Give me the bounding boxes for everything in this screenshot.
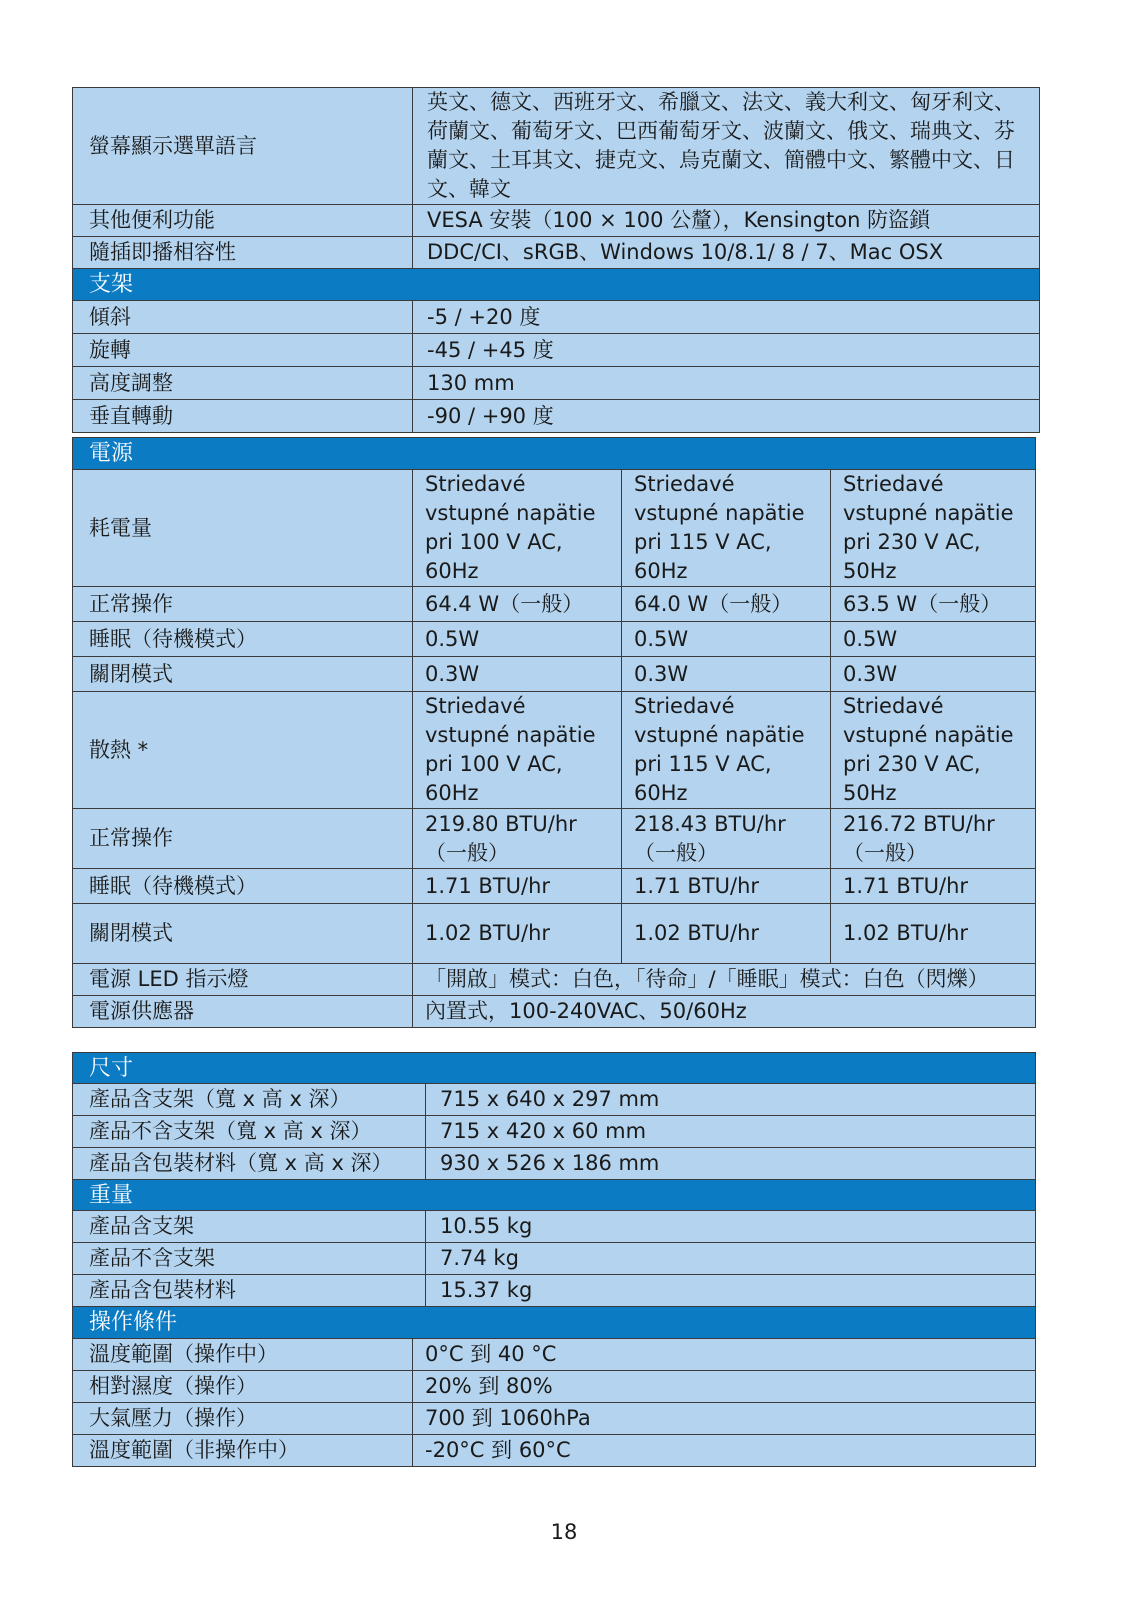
table-row — [73, 587, 1036, 622]
row-value: 英文、德文、西班牙文、希臘文、法文、義大利文、匈牙利文、荷蘭文、葡萄牙文、巴西葡萄牙文、波蘭文、俄文、瑞典文、芬蘭文、土耳其文、捷克文、烏克蘭文、簡體中文、繁體中文、日文、韓文 — [413, 88, 1040, 205]
column-heading: Striedavé vstupné napätie pri 230 V AC, 50Hz — [831, 470, 1036, 587]
table-row — [73, 869, 1036, 904]
spec-table-general — [72, 87, 1040, 433]
row-value: -45 / +45 度 — [413, 334, 1040, 367]
row-value: 15.37 kg — [426, 1275, 1036, 1307]
row-label: 睡眠（待機模式） — [73, 869, 413, 904]
row-value: 7.74 kg — [426, 1243, 1036, 1275]
row-value: 20% 到 80% — [413, 1371, 1036, 1403]
row-label: 溫度範圍（操作中） — [73, 1339, 413, 1371]
row-label: 隨插即播相容性 — [73, 237, 413, 269]
table-row — [73, 1084, 1036, 1116]
section-header-dimension — [73, 1053, 1036, 1084]
cell-value: 63.5 W（一般） — [831, 587, 1036, 622]
cell-value: 219.80 BTU/hr（一般） — [413, 809, 622, 869]
cell-value: 0.3W — [622, 657, 831, 692]
cell-value: 1.02 BTU/hr — [413, 904, 622, 964]
table-row — [73, 88, 1040, 205]
row-label: 正常操作 — [73, 809, 413, 869]
table-row — [73, 996, 1036, 1028]
cell-value: 0.3W — [413, 657, 622, 692]
row-label: 產品含支架 — [73, 1211, 426, 1243]
row-label: 關閉模式 — [73, 657, 413, 692]
table-row — [73, 1211, 1036, 1243]
section-title: 支架 — [73, 269, 1040, 301]
row-value: 內置式，100-240VAC、50/60Hz — [413, 996, 1036, 1028]
table-row — [73, 622, 1036, 657]
table-row — [73, 964, 1036, 996]
row-value: 715 x 420 x 60 mm — [426, 1116, 1036, 1148]
row-label: 電源供應器 — [73, 996, 413, 1028]
row-label: 大氣壓力（操作） — [73, 1403, 413, 1435]
row-label: 睡眠（待機模式） — [73, 622, 413, 657]
column-heading: Striedavé vstupné napätie pri 115 V AC, 60Hz — [622, 470, 831, 587]
row-label: 高度調整 — [73, 367, 413, 400]
row-label: 電源 LED 指示燈 — [73, 964, 413, 996]
cell-value: 0.5W — [622, 622, 831, 657]
cell-value: 0.5W — [413, 622, 622, 657]
row-label: 關閉模式 — [73, 904, 413, 964]
cell-value: 216.72 BTU/hr（一般） — [831, 809, 1036, 869]
cell-value: 1.02 BTU/hr — [622, 904, 831, 964]
spec-table-power — [72, 437, 1036, 1028]
row-value: 「開啟」模式：白色，「待命」/「睡眠」模式：白色（閃爍） — [413, 964, 1036, 996]
table-row — [73, 470, 1036, 587]
table-row — [73, 1371, 1036, 1403]
row-value: 130 mm — [413, 367, 1040, 400]
table-row — [73, 1339, 1036, 1371]
row-label: 散熱 * — [73, 692, 413, 809]
row-label: 旋轉 — [73, 334, 413, 367]
spec-table-operating — [72, 1306, 1036, 1467]
section-header-power — [73, 438, 1036, 470]
row-label: 產品不含支架（寬 x 高 x 深） — [73, 1116, 426, 1148]
table-row — [73, 1435, 1036, 1467]
table-row — [73, 205, 1040, 237]
table-row — [73, 400, 1040, 433]
row-value: DDC/CI、sRGB、Windows 10/8.1/ 8 / 7、Mac OSX — [413, 237, 1040, 269]
table-row — [73, 809, 1036, 869]
table-row — [73, 1275, 1036, 1307]
row-label: 產品含包裝材料（寬 x 高 x 深） — [73, 1148, 426, 1180]
table-row — [73, 334, 1040, 367]
table-row — [73, 1243, 1036, 1275]
table-row — [73, 301, 1040, 334]
cell-value: 0.3W — [831, 657, 1036, 692]
section-title: 電源 — [73, 438, 1036, 470]
section-title: 重量 — [73, 1180, 1036, 1211]
cell-value: 64.0 W（一般） — [622, 587, 831, 622]
row-label: 產品不含支架 — [73, 1243, 426, 1275]
row-label: 溫度範圍（非操作中） — [73, 1435, 413, 1467]
cell-value: 0.5W — [831, 622, 1036, 657]
page-number: 18 — [550, 1520, 578, 1544]
cell-value: 1.71 BTU/hr — [622, 869, 831, 904]
column-heading: Striedavé vstupné napätie pri 115 V AC, 60Hz — [622, 692, 831, 809]
table-row — [73, 367, 1040, 400]
row-label: 垂直轉動 — [73, 400, 413, 433]
section-title: 尺寸 — [73, 1053, 1036, 1084]
row-label: 正常操作 — [73, 587, 413, 622]
row-label: 耗電量 — [73, 470, 413, 587]
row-label: 產品含包裝材料 — [73, 1275, 426, 1307]
row-value: -90 / +90 度 — [413, 400, 1040, 433]
row-value: 715 x 640 x 297 mm — [426, 1084, 1036, 1116]
spec-table-dimension — [72, 1052, 1036, 1307]
row-value: VESA 安裝（100 × 100 公釐），Kensington 防盜鎖 — [413, 205, 1040, 237]
section-header-operating — [73, 1307, 1036, 1339]
row-value: 0°C 到 40 °C — [413, 1339, 1036, 1371]
cell-value: 64.4 W（一般） — [413, 587, 622, 622]
table-row — [73, 692, 1036, 809]
column-heading: Striedavé vstupné napätie pri 230 V AC, 50Hz — [831, 692, 1036, 809]
section-title: 操作條件 — [73, 1307, 1036, 1339]
row-label: 傾斜 — [73, 301, 413, 334]
row-value: -5 / +20 度 — [413, 301, 1040, 334]
table-row — [73, 1403, 1036, 1435]
column-heading: Striedavé vstupné napätie pri 100 V AC, 60Hz — [413, 692, 622, 809]
table-row — [73, 657, 1036, 692]
cell-value: 218.43 BTU/hr（一般） — [622, 809, 831, 869]
table-row — [73, 1148, 1036, 1180]
row-label: 相對濕度（操作） — [73, 1371, 413, 1403]
table-row — [73, 904, 1036, 964]
row-value: 700 到 1060hPa — [413, 1403, 1036, 1435]
row-label: 產品含支架（寬 x 高 x 深） — [73, 1084, 426, 1116]
cell-value: 1.71 BTU/hr — [413, 869, 622, 904]
column-heading: Striedavé vstupné napätie pri 100 V AC, 60Hz — [413, 470, 622, 587]
section-header-weight — [73, 1180, 1036, 1211]
cell-value: 1.71 BTU/hr — [831, 869, 1036, 904]
section-header-stand — [73, 269, 1040, 301]
row-value: 10.55 kg — [426, 1211, 1036, 1243]
table-row — [73, 1116, 1036, 1148]
row-value: -20°C 到 60°C — [413, 1435, 1036, 1467]
table-row — [73, 237, 1040, 269]
row-label: 螢幕顯示選單語言 — [73, 88, 413, 205]
cell-value: 1.02 BTU/hr — [831, 904, 1036, 964]
row-label: 其他便利功能 — [73, 205, 413, 237]
row-value: 930 x 526 x 186 mm — [426, 1148, 1036, 1180]
